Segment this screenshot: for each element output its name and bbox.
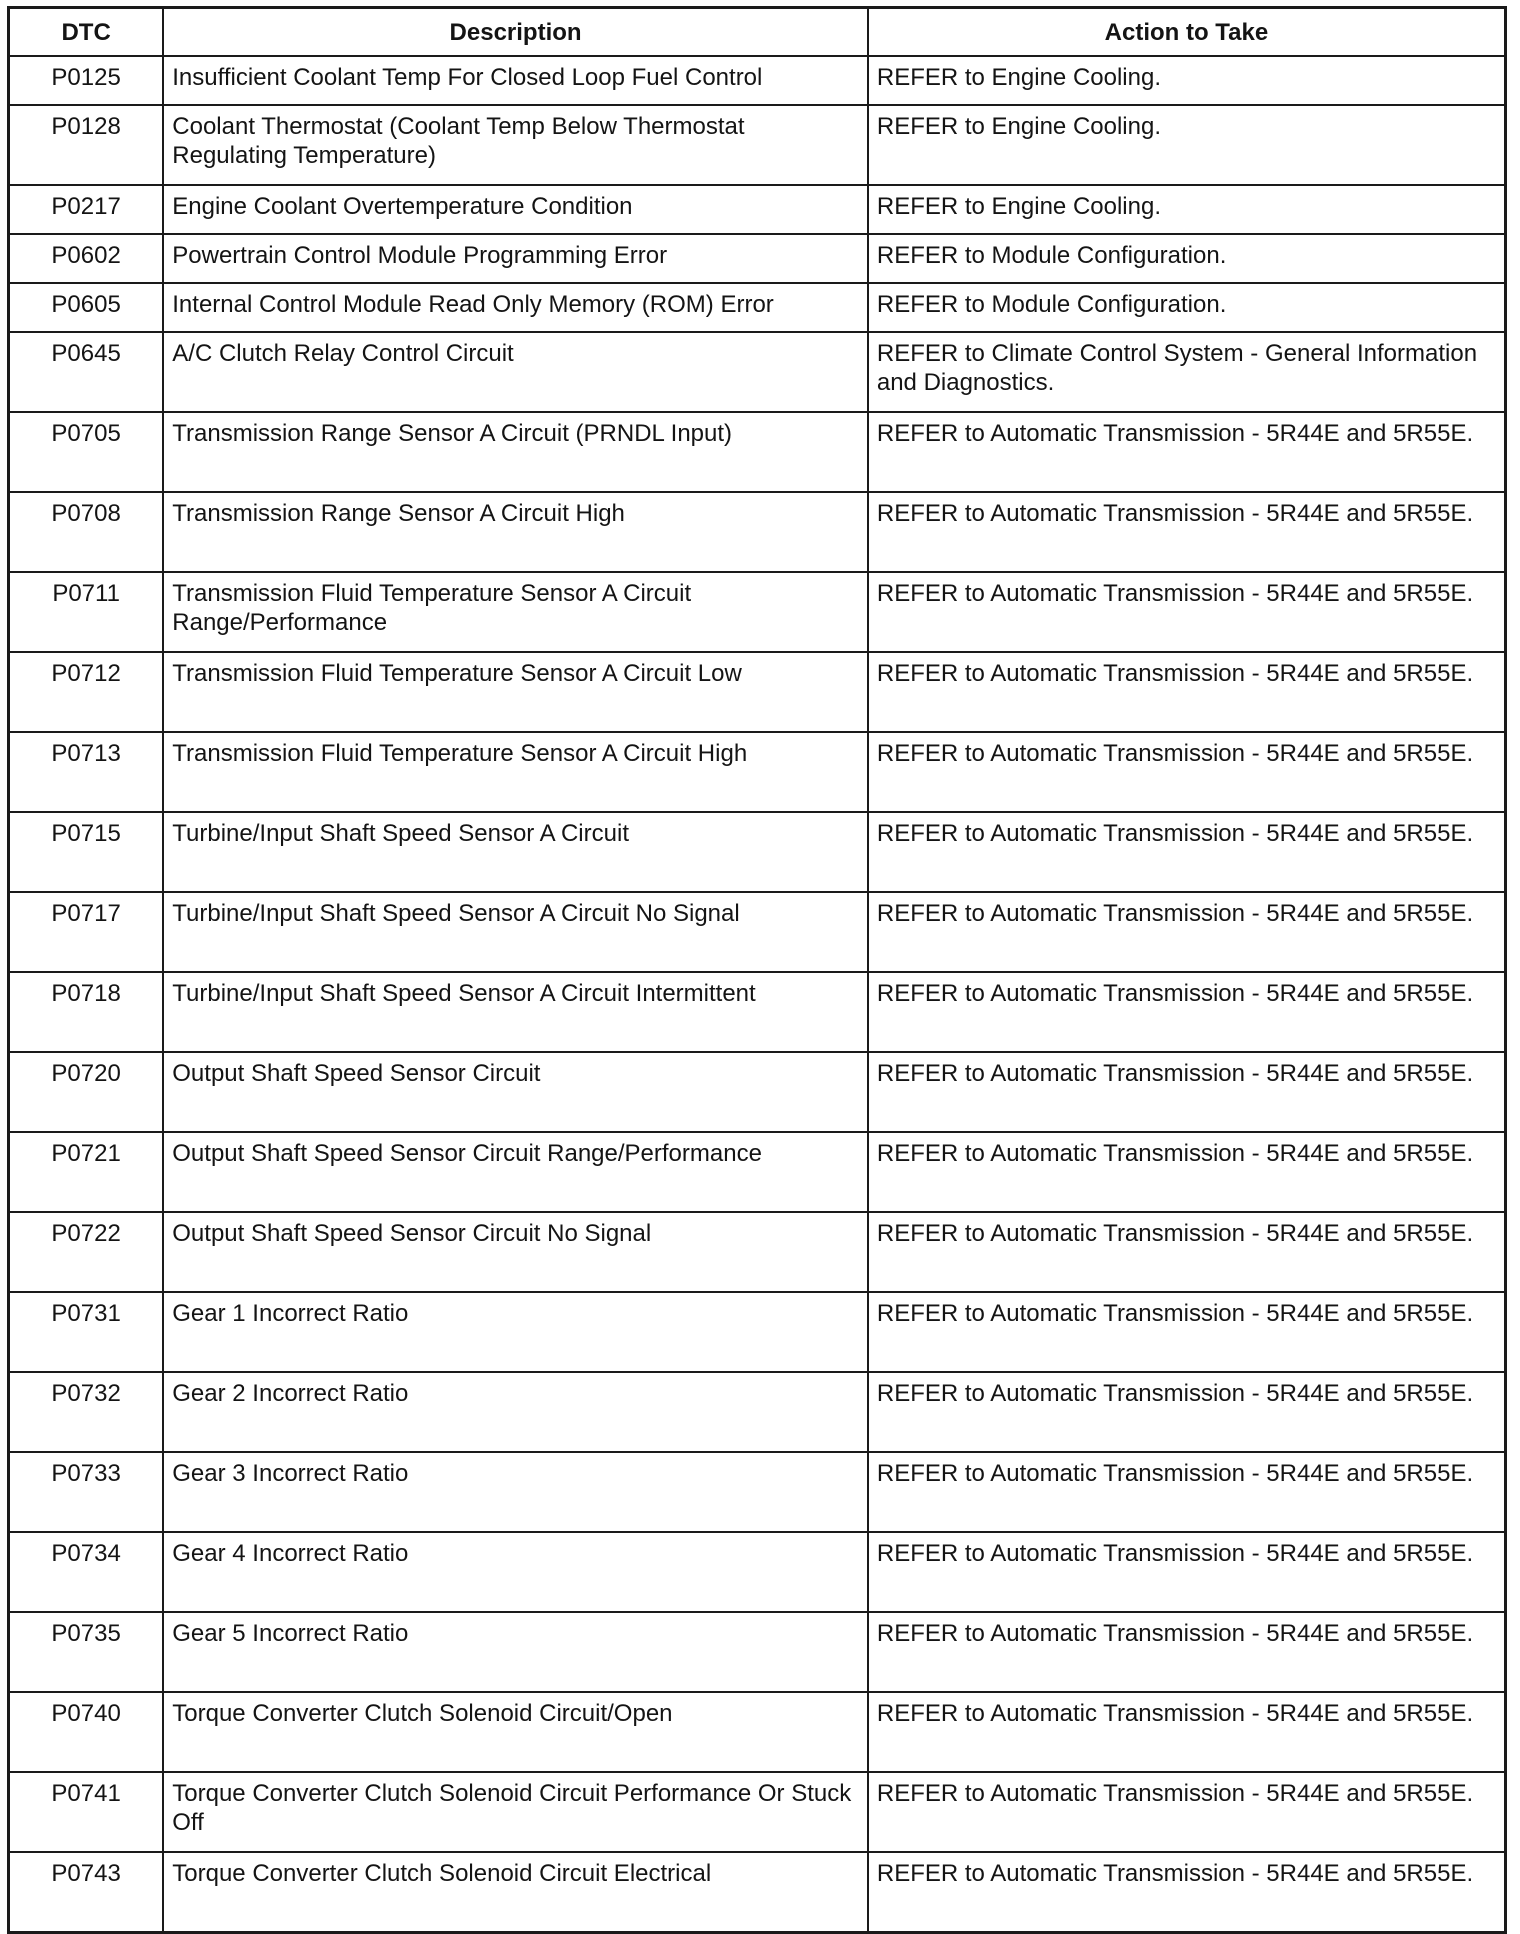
dtc-action: REFER to Automatic Transmission - 5R44E and 5R55E.	[868, 1212, 1506, 1292]
dtc-action: REFER to Automatic Transmission - 5R44E and 5R55E.	[868, 1532, 1506, 1612]
dtc-description: Torque Converter Clutch Solenoid Circuit Performance Or Stuck Off	[163, 1772, 868, 1852]
header-action: Action to Take	[868, 8, 1506, 57]
dtc-description: Torque Converter Clutch Solenoid Circuit Electrical	[163, 1852, 868, 1933]
dtc-code: P0705	[9, 412, 164, 492]
dtc-code: P0732	[9, 1372, 164, 1452]
dtc-action: REFER to Climate Control System - General Information and Diagnostics.	[868, 332, 1506, 412]
table-row	[9, 283, 1506, 332]
dtc-description: Internal Control Module Read Only Memory (ROM) Error	[163, 283, 868, 332]
table-row	[9, 1372, 1506, 1452]
dtc-code: P0731	[9, 1292, 164, 1372]
table-row	[9, 332, 1506, 412]
dtc-code: P0645	[9, 332, 164, 412]
dtc-description: Transmission Fluid Temperature Sensor A Circuit Range/Performance	[163, 572, 868, 652]
header-description: Description	[163, 8, 868, 57]
dtc-code: P0605	[9, 283, 164, 332]
dtc-action: REFER to Automatic Transmission - 5R44E and 5R55E.	[868, 1852, 1506, 1933]
dtc-action: REFER to Automatic Transmission - 5R44E and 5R55E.	[868, 1292, 1506, 1372]
dtc-code: P0740	[9, 1692, 164, 1772]
table-row	[9, 1852, 1506, 1933]
dtc-code: P0711	[9, 572, 164, 652]
dtc-action: REFER to Automatic Transmission - 5R44E and 5R55E.	[868, 1692, 1506, 1772]
dtc-action: REFER to Module Configuration.	[868, 283, 1506, 332]
dtc-description: Output Shaft Speed Sensor Circuit No Signal	[163, 1212, 868, 1292]
dtc-description: Transmission Range Sensor A Circuit High	[163, 492, 868, 572]
dtc-code: P0718	[9, 972, 164, 1052]
table-row	[9, 1292, 1506, 1372]
table-row	[9, 492, 1506, 572]
table-row	[9, 732, 1506, 812]
dtc-code: P0717	[9, 892, 164, 972]
table-row	[9, 972, 1506, 1052]
dtc-description: Insufficient Coolant Temp For Closed Loop Fuel Control	[163, 56, 868, 105]
dtc-description: Gear 3 Incorrect Ratio	[163, 1452, 868, 1532]
dtc-description: Powertrain Control Module Programming Error	[163, 234, 868, 283]
dtc-code: P0722	[9, 1212, 164, 1292]
dtc-description: Transmission Range Sensor A Circuit (PRNDL Input)	[163, 412, 868, 492]
dtc-code: P0713	[9, 732, 164, 812]
dtc-description: Gear 2 Incorrect Ratio	[163, 1372, 868, 1452]
dtc-code: P0128	[9, 105, 164, 185]
dtc-code: P0733	[9, 1452, 164, 1532]
dtc-code: P0721	[9, 1132, 164, 1212]
table-row	[9, 572, 1506, 652]
dtc-description: Gear 4 Incorrect Ratio	[163, 1532, 868, 1612]
dtc-code: P0217	[9, 185, 164, 234]
dtc-action: REFER to Automatic Transmission - 5R44E and 5R55E.	[868, 812, 1506, 892]
dtc-description: Turbine/Input Shaft Speed Sensor A Circuit Intermittent	[163, 972, 868, 1052]
dtc-description: Transmission Fluid Temperature Sensor A Circuit Low	[163, 652, 868, 732]
dtc-action: REFER to Automatic Transmission - 5R44E and 5R55E.	[868, 1612, 1506, 1692]
table-row	[9, 234, 1506, 283]
dtc-description: Coolant Thermostat (Coolant Temp Below Thermostat Regulating Temperature)	[163, 105, 868, 185]
dtc-table-container	[7, 6, 1507, 1934]
table-row	[9, 892, 1506, 972]
table-header	[9, 8, 1506, 57]
table-row	[9, 1132, 1506, 1212]
dtc-code: P0712	[9, 652, 164, 732]
dtc-description: Torque Converter Clutch Solenoid Circuit/Open	[163, 1692, 868, 1772]
dtc-action: REFER to Automatic Transmission - 5R44E and 5R55E.	[868, 1372, 1506, 1452]
dtc-description: Engine Coolant Overtemperature Condition	[163, 185, 868, 234]
dtc-description: Transmission Fluid Temperature Sensor A Circuit High	[163, 732, 868, 812]
dtc-action: REFER to Automatic Transmission - 5R44E and 5R55E.	[868, 652, 1506, 732]
dtc-code: P0125	[9, 56, 164, 105]
table-row	[9, 1052, 1506, 1132]
table-row	[9, 1772, 1506, 1852]
dtc-action: REFER to Automatic Transmission - 5R44E and 5R55E.	[868, 1052, 1506, 1132]
table-body	[9, 56, 1506, 1933]
dtc-description: Gear 5 Incorrect Ratio	[163, 1612, 868, 1692]
dtc-description: Gear 1 Incorrect Ratio	[163, 1292, 868, 1372]
dtc-code: P0720	[9, 1052, 164, 1132]
dtc-action: REFER to Automatic Transmission - 5R44E and 5R55E.	[868, 412, 1506, 492]
header-dtc: DTC	[9, 8, 164, 57]
table-row	[9, 56, 1506, 105]
dtc-action: REFER to Module Configuration.	[868, 234, 1506, 283]
table-row	[9, 185, 1506, 234]
dtc-description: A/C Clutch Relay Control Circuit	[163, 332, 868, 412]
dtc-description: Turbine/Input Shaft Speed Sensor A Circuit	[163, 812, 868, 892]
dtc-action: REFER to Automatic Transmission - 5R44E and 5R55E.	[868, 1452, 1506, 1532]
dtc-code: P0743	[9, 1852, 164, 1933]
table-row	[9, 412, 1506, 492]
dtc-description: Output Shaft Speed Sensor Circuit Range/Performance	[163, 1132, 868, 1212]
dtc-code: P0715	[9, 812, 164, 892]
table-row	[9, 1532, 1506, 1612]
table-row	[9, 1692, 1506, 1772]
dtc-action: REFER to Engine Cooling.	[868, 56, 1506, 105]
table-row	[9, 812, 1506, 892]
dtc-code: P0734	[9, 1532, 164, 1612]
table-row	[9, 1212, 1506, 1292]
dtc-action: REFER to Automatic Transmission - 5R44E and 5R55E.	[868, 732, 1506, 812]
dtc-action: REFER to Automatic Transmission - 5R44E and 5R55E.	[868, 492, 1506, 572]
header-row	[9, 8, 1506, 57]
table-row	[9, 652, 1506, 732]
dtc-description: Turbine/Input Shaft Speed Sensor A Circuit No Signal	[163, 892, 868, 972]
dtc-action: REFER to Automatic Transmission - 5R44E and 5R55E.	[868, 1132, 1506, 1212]
dtc-code: P0741	[9, 1772, 164, 1852]
dtc-action: REFER to Automatic Transmission - 5R44E and 5R55E.	[868, 892, 1506, 972]
dtc-table	[7, 6, 1507, 1934]
dtc-code: P0708	[9, 492, 164, 572]
table-row	[9, 1452, 1506, 1532]
dtc-action: REFER to Automatic Transmission - 5R44E and 5R55E.	[868, 572, 1506, 652]
dtc-description: Output Shaft Speed Sensor Circuit	[163, 1052, 868, 1132]
dtc-action: REFER to Engine Cooling.	[868, 185, 1506, 234]
table-row	[9, 1612, 1506, 1692]
dtc-code: P0602	[9, 234, 164, 283]
dtc-action: REFER to Automatic Transmission - 5R44E and 5R55E.	[868, 972, 1506, 1052]
dtc-action: REFER to Automatic Transmission - 5R44E and 5R55E.	[868, 1772, 1506, 1852]
dtc-action: REFER to Engine Cooling.	[868, 105, 1506, 185]
dtc-code: P0735	[9, 1612, 164, 1692]
table-row	[9, 105, 1506, 185]
